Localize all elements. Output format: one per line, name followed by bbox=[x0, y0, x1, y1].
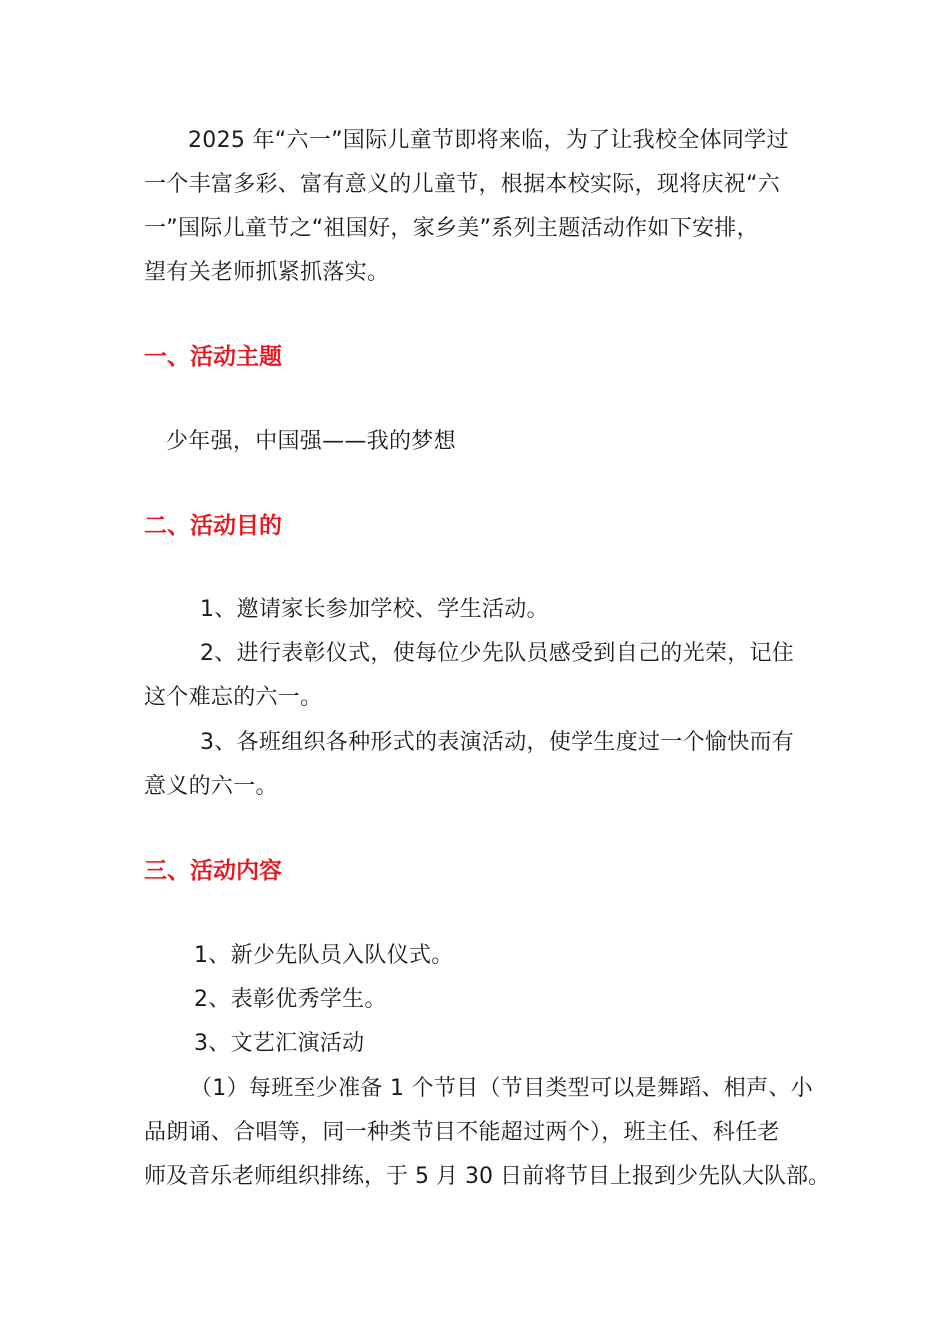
purpose-line-2: 2、进行表彰仪式，使每位少先队员感受到自己的光荣，记住 bbox=[200, 641, 795, 666]
theme-line: 少年强，中国强——我的梦想 bbox=[166, 429, 456, 454]
intro-line-3: 一”国际儿童节之“祖国好，家乡美”系列主题活动作如下安排， bbox=[144, 216, 759, 241]
content-line-1: 1、新少先队员入队仪式。 bbox=[194, 943, 454, 968]
intro-line-2: 一个丰富多彩、富有意义的儿童节，根据本校实际，现将庆祝“六 bbox=[144, 172, 781, 197]
content-line-3: 3、文艺汇演活动 bbox=[194, 1031, 365, 1056]
intro-line-1: 2025 年“六一”国际儿童节即将来临，为了让我校全体同学过 bbox=[188, 128, 789, 153]
purpose-line-3: 这个难忘的六一。 bbox=[144, 685, 323, 710]
content-line-6: 师及音乐老师组织排练，于 5 月 30 日前将节目上报到少先队大队部。 bbox=[144, 1164, 830, 1189]
section-heading-content: 三、活动内容 bbox=[144, 858, 282, 884]
purpose-line-4: 3、各班组织各种形式的表演活动，使学生度过一个愉快而有 bbox=[200, 730, 795, 755]
content-line-4: （1）每班至少准备 1 个节目（节目类型可以是舞蹈、相声、小 bbox=[190, 1076, 813, 1101]
content-line-5: 品朗诵、合唱等，同一种类节目不能超过两个），班主任、科任老 bbox=[144, 1120, 780, 1145]
purpose-line-5: 意义的六一。 bbox=[144, 774, 278, 799]
section-heading-purpose: 二、活动目的 bbox=[144, 513, 282, 539]
content-line-2: 2、表彰优秀学生。 bbox=[194, 987, 387, 1012]
purpose-line-1: 1、邀请家长参加学校、学生活动。 bbox=[200, 597, 549, 622]
intro-line-4: 望有关老师抓紧抓落实。 bbox=[144, 260, 390, 285]
section-heading-theme: 一、活动主题 bbox=[144, 344, 282, 370]
